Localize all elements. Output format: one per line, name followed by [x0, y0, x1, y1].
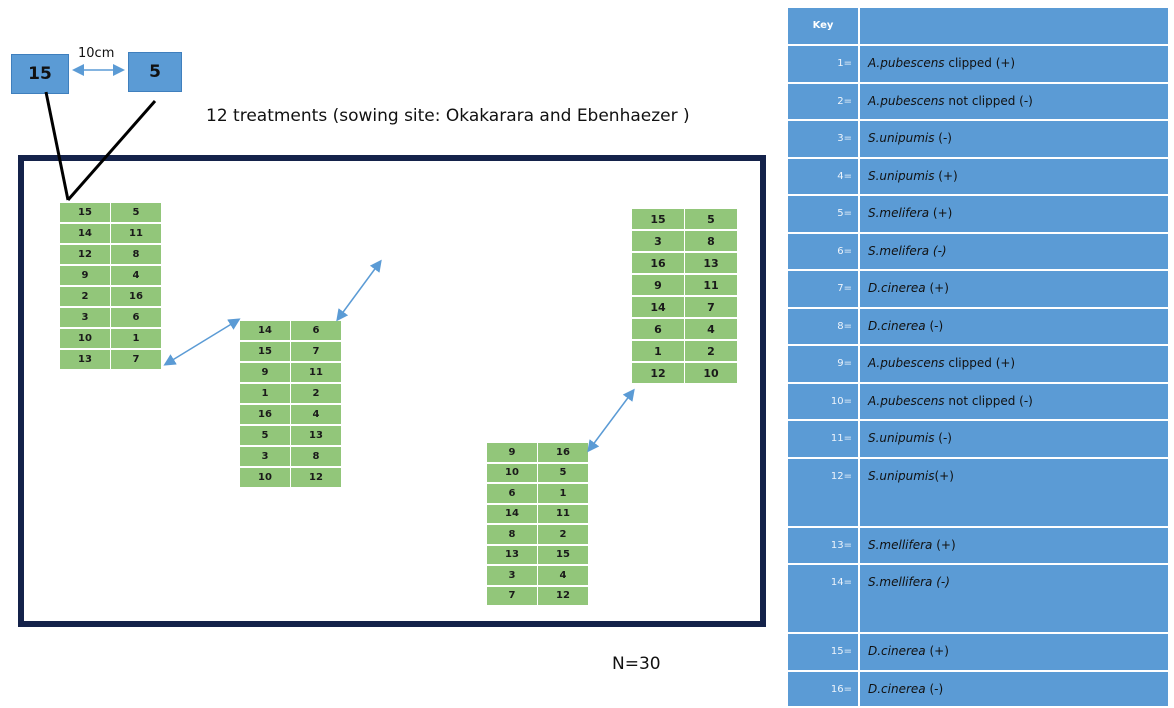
key-treatment: (-): [925, 681, 944, 696]
key-number: 12=: [788, 459, 860, 526]
key-description: [860, 421, 1168, 457]
grid-cell: 5: [240, 425, 291, 446]
grid-cell: 8: [487, 524, 538, 545]
key-number: 6=: [788, 234, 860, 270]
key-number: 7=: [788, 271, 860, 307]
grid-cell: 14: [487, 504, 538, 525]
pointer-line-right: [68, 101, 155, 200]
key-species: A.pubescens: [868, 56, 945, 70]
grid-cell: 10: [487, 463, 538, 484]
key-treatment: (-): [934, 131, 952, 145]
key-species: S.mellifera: [868, 537, 933, 552]
key-number: 10=: [788, 384, 860, 420]
key-treatment: (+): [925, 281, 949, 295]
grid-cell: 10: [240, 467, 291, 488]
key-header-row: [788, 8, 1168, 46]
grid-cell: 15: [60, 203, 111, 223]
grid-cell: 1: [111, 328, 162, 349]
key-treatment: (+): [934, 168, 958, 183]
grid-cell: 14: [240, 321, 291, 341]
key-row: [788, 234, 1168, 272]
grid-cell: 6: [632, 318, 685, 340]
key-description: [860, 384, 1168, 420]
key-row: [788, 459, 1168, 528]
grid-cell: 11: [538, 504, 589, 525]
grid-cell: 15: [240, 341, 291, 362]
key-row: [788, 565, 1168, 634]
key-treatment: clipped (+): [944, 56, 1016, 70]
grid-cell: 12: [60, 244, 111, 265]
key-species: S.mellifera (-): [868, 575, 950, 589]
key-species: A.pubescens: [868, 393, 945, 408]
key-table: [788, 8, 1168, 708]
key-species: S.melifera (-): [868, 243, 947, 258]
grid-cell: 12: [632, 362, 685, 384]
grid-cell: 7: [111, 349, 162, 370]
connector-arrow-3: [589, 391, 633, 450]
grid-cell: 3: [632, 230, 685, 252]
key-treatment: clipped (+): [944, 356, 1016, 370]
key-row: [788, 634, 1168, 672]
grid-cell: 4: [538, 565, 589, 586]
key-row: [788, 384, 1168, 422]
key-species: S.unipumis: [868, 131, 935, 145]
key-description: [860, 672, 1168, 706]
grid-cell: 3: [487, 565, 538, 586]
grid-cell: 8: [291, 446, 342, 467]
connector-arrow-1: [166, 320, 238, 364]
key-number: 1=: [788, 46, 860, 82]
key-treatment: (+): [925, 644, 949, 658]
key-row: [788, 159, 1168, 197]
grid-cell: 10: [60, 328, 111, 349]
grid-cell: 12: [538, 586, 589, 607]
key-treatment: not clipped (-): [944, 93, 1033, 108]
grid-cell: 4: [291, 404, 342, 425]
key-description: [860, 459, 1168, 526]
grid-cell: 5: [685, 209, 738, 230]
key-row: [788, 46, 1168, 84]
key-species: D.cinerea: [868, 318, 926, 333]
key-header-blank: [860, 8, 1168, 44]
key-treatment: (+): [929, 206, 953, 220]
grid-cell: 2: [685, 340, 738, 362]
grid-cell: 15: [538, 545, 589, 566]
diagram-title: 12 treatments (sowing site: Okakarara and Ebenhaezer ): [206, 106, 690, 126]
grid-cell: 11: [111, 223, 162, 244]
key-description: [860, 565, 1168, 632]
grid-cell: 6: [291, 321, 342, 341]
grid-cell: 10: [685, 362, 738, 384]
key-species: S.unipumis: [868, 168, 935, 183]
key-treatment: not clipped (-): [944, 393, 1033, 408]
key-number: 8=: [788, 309, 860, 345]
grid-cell: 16: [111, 286, 162, 307]
pot-left-label: 15: [28, 64, 52, 84]
grid-cell: 1: [538, 483, 589, 504]
grid-cell: 16: [538, 443, 589, 463]
grid-cell: 12: [291, 467, 342, 488]
key-row: [788, 84, 1168, 122]
key-number: 9=: [788, 346, 860, 382]
grid-cell: 2: [60, 286, 111, 307]
grid-cell: 11: [291, 362, 342, 383]
key-number: 14=: [788, 565, 860, 632]
grid-cell: 3: [240, 446, 291, 467]
key-species: S.melifera: [868, 206, 930, 220]
key-number: 13=: [788, 528, 860, 564]
grid-cell: 9: [632, 274, 685, 296]
key-description: [860, 528, 1168, 564]
grid-cell: 13: [685, 252, 738, 274]
key-treatment: (-): [934, 431, 952, 445]
key-description: [860, 271, 1168, 307]
key-number: 16=: [788, 672, 860, 706]
pot-right-label: 5: [149, 62, 161, 82]
key-treatment: (+): [934, 468, 954, 483]
grid-cell: 13: [291, 425, 342, 446]
grid-cell: 4: [685, 318, 738, 340]
key-number: 2=: [788, 84, 860, 120]
key-row: [788, 196, 1168, 234]
key-species: S.unipumis: [868, 431, 935, 445]
grid-cell: 13: [60, 349, 111, 370]
grid-cell: 6: [487, 483, 538, 504]
key-number: 11=: [788, 421, 860, 457]
grid-cell: 3: [60, 307, 111, 328]
key-species: D.cinerea: [868, 681, 926, 696]
key-species: D.cinerea: [868, 281, 926, 295]
grid-cell: 15: [632, 209, 685, 230]
key-number: 15=: [788, 634, 860, 670]
grid-cell: 4: [111, 265, 162, 286]
key-row: [788, 121, 1168, 159]
key-species: S.unipumis: [868, 468, 935, 483]
grid-cell: 7: [487, 586, 538, 607]
key-treatment: (-): [925, 318, 944, 333]
grid-cell: 14: [60, 223, 111, 244]
grid-cell: 5: [538, 463, 589, 484]
grid-cell: 8: [685, 230, 738, 252]
grid-cell: 5: [111, 203, 162, 223]
grid-cell: 9: [240, 362, 291, 383]
key-treatment: (+): [932, 537, 956, 552]
grid-cell: 8: [111, 244, 162, 265]
key-number: 5=: [788, 196, 860, 232]
grid-cell: 9: [60, 265, 111, 286]
key-header-label: Key: [788, 8, 860, 44]
grid-cell: 16: [240, 404, 291, 425]
key-number: 3=: [788, 121, 860, 157]
key-row: [788, 421, 1168, 459]
key-description: [860, 121, 1168, 157]
grid-cell: 13: [487, 545, 538, 566]
grid-cell: 2: [291, 383, 342, 404]
grid-cell: 7: [291, 341, 342, 362]
grid-cell: 9: [487, 443, 538, 463]
distance-label: 10cm: [78, 46, 115, 61]
grid-cell: 6: [111, 307, 162, 328]
key-description: [860, 84, 1168, 120]
key-row: [788, 271, 1168, 309]
key-row: [788, 672, 1168, 708]
key-description: [860, 309, 1168, 345]
pointer-line-left: [46, 92, 68, 200]
grid-cell: 1: [632, 340, 685, 362]
key-number: 4=: [788, 159, 860, 195]
grid-cell: 14: [632, 296, 685, 318]
key-rows: [788, 46, 1168, 708]
sample-size-label: N=30: [612, 654, 661, 674]
grid-cell: 1: [240, 383, 291, 404]
grid-cell: 2: [538, 524, 589, 545]
key-species: D.cinerea: [868, 644, 926, 658]
key-description: [860, 234, 1168, 270]
key-description: [860, 196, 1168, 232]
connector-arrow-2: [338, 262, 380, 319]
key-row: [788, 528, 1168, 566]
grid-cell: 11: [685, 274, 738, 296]
key-row: [788, 309, 1168, 347]
key-species: A.pubescens: [868, 356, 945, 370]
grid-cell: 16: [632, 252, 685, 274]
grid-cell: 7: [685, 296, 738, 318]
key-species: A.pubescens: [868, 93, 945, 108]
key-description: [860, 634, 1168, 670]
key-description: [860, 46, 1168, 82]
key-row: [788, 346, 1168, 384]
key-description: [860, 346, 1168, 382]
key-description: [860, 159, 1168, 195]
